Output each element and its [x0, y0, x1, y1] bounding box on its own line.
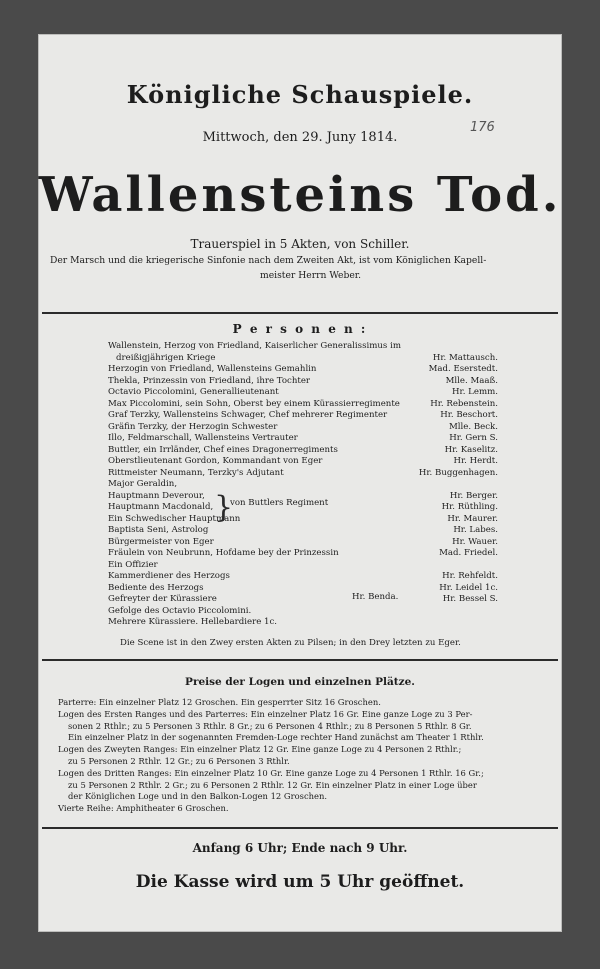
- cast-role: Rittmeister Neumann, Terzky's Adjutant: [108, 467, 284, 478]
- cast-role: Kammerdiener des Herzogs: [108, 571, 230, 581]
- cast-role: Ein Offizier: [108, 559, 158, 570]
- cast-role: Illo, Feldmarschall, Wallensteins Vertrauter: [108, 433, 298, 443]
- cast-actor: Hr. Buggenhagen.: [418, 467, 498, 478]
- cast-actor: Hr. Rüthling.: [441, 502, 498, 512]
- start-end-times: Anfang 6 Uhr; Ende nach 9 Uhr.: [192, 841, 408, 855]
- cast-actor: Hr. Leidel 1c.: [439, 582, 498, 593]
- price-line: sonen 2 Rthlr.; zu 5 Personen 3 Rthlr. 8 Gr.; zu 6 Personen 4 Rthlr.; zu 8 Personen 5 Rthlr. 8 Gr.: [68, 720, 472, 731]
- cast-role: Major Geraldin,: [108, 479, 178, 489]
- cast-actor: Hr. Rebenstein.: [430, 398, 498, 409]
- archive-number: 176: [470, 120, 495, 135]
- play-subtitle: Trauerspiel in 5 Akten, von Schiller.: [190, 237, 410, 251]
- cast-role: Hauptmann Macdonald,: [108, 502, 214, 512]
- cast-role: Octavio Piccolomini, Generallieutenant: [108, 387, 279, 397]
- price-line: Logen des Dritten Ranges: Ein einzelner Platz 10 Gr. Eine ganze Loge zu 4 Personen 1 Rthlr. 16 Gr.;: [58, 767, 484, 778]
- cast-actor: Mlle. Maaß.: [445, 375, 498, 386]
- cast-heading: P e r s o n e n :: [232, 322, 368, 336]
- cast-actor: Mlle. Beck.: [449, 421, 498, 432]
- cast-actor: Mad. Friedel.: [439, 548, 498, 558]
- cast-role: Herzogin von Friedland, Wallensteins Gemahlin: [108, 364, 317, 374]
- price-line: Vierte Reihe: Amphitheater 6 Groschen.: [58, 803, 229, 814]
- cast-actor: Hr. Kaselitz.: [444, 444, 498, 455]
- cast-role: dreißigjährigen Kriege: [116, 352, 216, 363]
- price-line: der Königlichen Loge und in den Balkon-Logen 12 Groschen.: [68, 791, 328, 802]
- cast-role: Hauptmann Deverour,: [108, 490, 205, 501]
- cast-actor: Hr. Beschort.: [440, 410, 498, 420]
- cast-role: Buttler, ein Irrländer, Chef eines Dragonerregiments: [108, 444, 338, 455]
- benda-actor: Hr. Benda.: [352, 592, 399, 602]
- price-line: zu 5 Personen 2 Rthlr. 2 Gr.; zu 6 Personen 2 Rthlr. 12 Gr. Ein einzelner Platz in einer Loge über: [68, 779, 477, 790]
- cast-role: Mehrere Kürassiere. Hellebardiere 1c.: [108, 617, 278, 627]
- cast-actor: Hr. Labes.: [453, 525, 498, 535]
- cast-role: Thekla, Prinzessin von Friedland, ihre Tochter: [108, 375, 311, 386]
- cast-role: Gefolge des Octavio Piccolomini.: [108, 605, 252, 616]
- cast-actor: Hr. Bessel S.: [442, 594, 498, 604]
- cast-actor: Hr. Gern S.: [449, 433, 498, 443]
- price-line: Parterre: Ein einzelner Platz 12 Groschen. Ein gesperrter Sitz 16 Groschen.: [58, 697, 381, 707]
- cast-role: Baptista Seni, Astrolog: [108, 525, 209, 535]
- price-line: zu 5 Personen 2 Rthlr. 12 Gr.; zu 6 Personen 3 Rthlr.: [68, 756, 290, 766]
- cast-role: Fräulein von Neubrunn, Hofdame bey der Prinzessin: [108, 548, 339, 558]
- divider-1: [42, 312, 558, 314]
- cast-actor: Hr. Berger.: [449, 490, 498, 501]
- cast-actor: Hr. Mattausch.: [432, 352, 498, 363]
- cast-actor: Hr. Lemm.: [452, 387, 498, 397]
- prices-heading: Preise der Logen und einzelnen Plätze.: [185, 676, 415, 688]
- box-office-note: Die Kasse wird um 5 Uhr geöffnet.: [135, 872, 465, 892]
- cast-role: Max Piccolomini, sein Sohn, Oberst bey einem Kürassierregimente: [108, 398, 400, 409]
- cast-actor: Hr. Herdt.: [453, 456, 498, 466]
- cast-role: Bediente des Herzogs: [108, 582, 204, 593]
- price-line: Ein einzelner Platz in der sogenannten Fremden-Loge rechter Hand zunächst am Theater 1 Rthlr.: [68, 732, 484, 743]
- cast-role: Oberstlieutenant Gordon, Kommandant von Eger: [108, 456, 323, 466]
- buttler-bracket-label: von Buttlers Regiment: [230, 498, 329, 508]
- price-line: Logen des Zweyten Ranges: Ein einzelner Platz 12 Gr. Eine ganze Loge zu 4 Personen 2 Rthlr.;: [58, 744, 462, 755]
- cast-actor: Hr. Rehfeldt.: [442, 571, 498, 581]
- cast-role: Gefreyter der Kürassiere: [108, 594, 217, 604]
- music-note-line1: Der Marsch und die kriegerische Sinfonie nach dem Zweiten Akt, ist vom Königlichen Kapell-: [50, 255, 487, 266]
- cast-role: Wallenstein, Herzog von Friedland, Kaiserlicher Generalissimus im: [108, 341, 401, 351]
- cast-role: Bürgermeister von Eger: [108, 536, 214, 547]
- performance-date: Mittwoch, den 29. Juny 1814.: [202, 130, 398, 145]
- bracket-symbol: }: [214, 490, 234, 525]
- theatre-title: Königliche Schauspiele.: [126, 80, 474, 109]
- cast-role: Gräfin Terzky, der Herzogin Schwester: [108, 421, 278, 432]
- music-note-line2: meister Herrn Weber.: [260, 270, 362, 281]
- price-line: Logen des Ersten Ranges und des Parterres: Ein einzelner Platz 16 Gr. Eine ganze Loge zu 3 Per-: [58, 708, 473, 719]
- scene-note: Die Scene ist in den Zwey ersten Akten zu Pilsen; in den Drey letzten zu Eger.: [120, 638, 461, 648]
- cast-actor: Mad. Eserstedt.: [428, 364, 498, 374]
- divider-3: [42, 827, 558, 829]
- cast-role: Ein Schwedischer Hauptmann: [108, 513, 241, 524]
- cast-actor: Hr. Wauer.: [452, 536, 498, 547]
- play-title: Wallensteins Tod.: [38, 167, 562, 223]
- divider-2: [42, 659, 558, 661]
- cast-actor: Hr. Maurer.: [447, 513, 498, 524]
- cast-role: Graf Terzky, Wallensteins Schwager, Chef mehrerer Regimenter: [108, 410, 388, 420]
